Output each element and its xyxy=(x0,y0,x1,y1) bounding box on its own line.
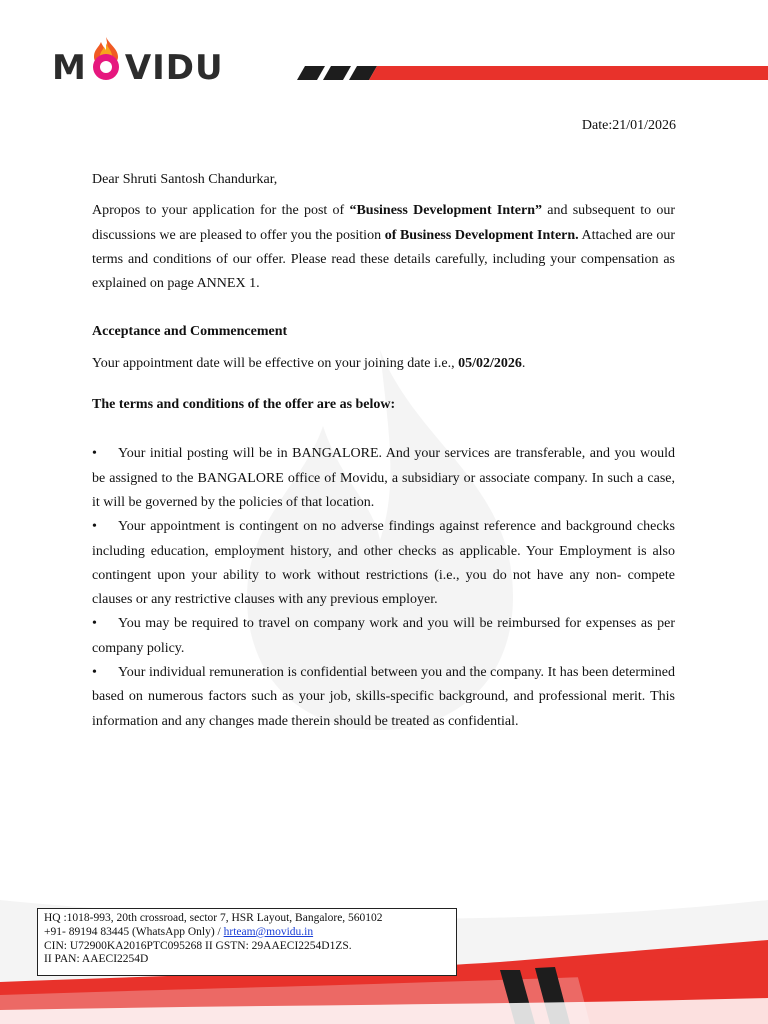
term-text: Your individual remuneration is confidential between you and the company. It has been determined based on numerous factors such as your job, skills-specific background, and professional merit. This information and any changes made therein should be treated as confidential. xyxy=(92,665,675,729)
term-bullet-1 xyxy=(92,442,675,515)
term-text: Your initial posting will be in BANGALORE. And your services are transferable, and you would be assigned to the BANGALORE office of Movidu, a subsidiary or associate company. In such a case, it will be governed by the policies of that location. xyxy=(92,446,675,510)
bullet-icon: • xyxy=(92,519,97,535)
company-logo xyxy=(52,40,224,96)
footer-email-link[interactable]: hrteam@movidu.in xyxy=(223,925,314,938)
footer-pan: II PAN: AAECI2254D xyxy=(44,953,149,966)
term-bullet-3 xyxy=(92,612,675,661)
term-text: You may be required to travel on company work and you will be reimbursed for expenses as per company policy. xyxy=(92,616,675,656)
appointment-end: . xyxy=(521,355,526,371)
intro-paragraph xyxy=(92,199,675,296)
logo-letters-vidu: VIDU xyxy=(124,48,224,88)
intro-text-2: and subsequent to our discussions we are pleased to offer you the position xyxy=(92,203,676,243)
letter-body xyxy=(92,168,675,734)
flame-logo-icon xyxy=(89,51,123,85)
appointment-paragraph xyxy=(92,352,675,376)
footer-hq-address: HQ :1018-993, 20th crossroad, sector 7, HSR Layout, Bangalore, 560102 xyxy=(44,912,383,924)
intro-text-3: Attached are our terms and conditions of our offer. Please read these details carefully, including your compensation as explained on page ANNEX 1. xyxy=(92,227,675,292)
letter-date: Date:21/01/2026 xyxy=(581,118,676,133)
terms-heading: The terms and conditions of the offer are as below: xyxy=(92,397,396,413)
term-bullet-2 xyxy=(92,515,675,612)
logo-letter-m: M xyxy=(52,48,87,88)
footer-contact-box xyxy=(37,908,457,976)
bullet-icon: • xyxy=(92,616,97,632)
bullet-icon: • xyxy=(92,446,97,462)
intro-text-1: Apropos to your application for the post of xyxy=(92,203,350,219)
header-stripe-decoration xyxy=(295,66,768,80)
footer-cin-gstn: CIN: U72900KA2016PTC095268 II GSTN: 29AAECI2254D1ZS. xyxy=(44,939,352,952)
acceptance-heading: Acceptance and Commencement xyxy=(92,324,288,340)
term-bullet-4 xyxy=(92,661,675,734)
footer-phone: +91- 89194 83445 (WhatsApp Only) / xyxy=(44,925,224,938)
term-text: Your appointment is contingent on no adverse findings against reference and background checks including education, employment history, and other checks as applicable. Your Employment is also contingent upon your ability to work without restrictions (i.e., you do not have any non- compete clauses or any restrictive clauses with any previous employer. xyxy=(92,519,675,608)
position-title: of Business Development Intern. xyxy=(384,227,579,243)
post-title: “Business Development Intern” xyxy=(349,203,542,219)
bullet-icon: • xyxy=(92,665,97,681)
joining-date: 05/02/2026 xyxy=(458,355,522,371)
appointment-text: Your appointment date will be effective on your joining date i.e., xyxy=(92,355,459,371)
salutation: Dear Shruti Santosh Chandurkar, xyxy=(92,172,278,187)
footer-phone-line xyxy=(44,926,450,940)
